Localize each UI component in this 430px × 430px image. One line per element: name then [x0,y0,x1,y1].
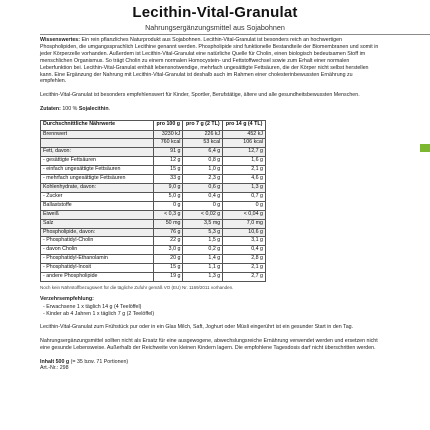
reference-note: Noch kein Nährstoffbezugswert für die tägliche Zufuhr gemäß VO (EU) Nr. 1169/2011 vorhanden. [40,284,234,290]
nutrient-value: 3,5 mg [183,219,223,228]
table-row [41,130,266,139]
nutrient-value: 19 g [154,273,183,282]
recommendation-paragraph: Lecithin-Vital-Granulat ist besonders empfehlenswert für Kinder, Sportler, Berufstätige, ältere und alle gesundheitsbewussten Menschen. [40,92,360,99]
table-row [41,148,266,157]
nutrient-label [41,139,154,148]
nutrient-value: 10,6 g [223,228,266,237]
table-row [41,139,266,148]
header-nutrient: Durchschnittliche Nährwerte [41,121,154,130]
nutrient-value: 76 g [154,228,183,237]
nutrient-value: 12 g [154,157,183,166]
table-row [41,219,266,228]
header-per-14g: pro 14 g (4 TL) [223,121,266,130]
table-row [41,192,266,201]
warning-paragraph: Nahrungsergänzungsmittel sollten nicht als Ersatz für eine ausgewogene, abwechslungsreiche Ernährung verwendet werden und ersetzen nicht eine gesunde Lebensweise. Außerhalb der Reichweite von kleinen Kindern lagern. Die empfohlene Tagesdosis darf nicht überschritten werden. [40,337,378,351]
dosage-label [40,296,380,303]
nutrient-value: 2,3 g [183,175,223,184]
nutrient-value: 0,7 g [223,192,266,201]
nutrient-value: 1,1 g [183,264,223,273]
nutrient-value: 106 kcal [223,139,266,148]
nutrient-value: 50 mg [154,219,183,228]
nutrient-value: < 0,3 g [154,210,183,219]
nutrient-value: 15 g [154,264,183,273]
ingredients-allergen: Sojalecithin [78,106,109,113]
product-subtitle: Nahrungsergänzungsmittel aus Sojabohnen [145,23,285,32]
nutrient-value: 0,6 g [183,183,223,192]
ingredients-paragraph [40,106,380,113]
nutrient-value: 1,4 g [183,255,223,264]
nutrient-value: 0 g [154,201,183,210]
nutrient-value: 1,3 g [223,183,266,192]
nutrition-table [40,120,266,282]
intro-text: Ein rein pflanzliches Naturprodukt aus Sojabohnen. Lecithin-Vital-Granulat ist besonders reich an hochwertigen Phospholipiden, die umgangssprachlich Lecithine genannt werden. Phospholipide sind funktionelle Bestandteile der Biomembranen und somit in jeder Körperzelle vorhanden. Außerdem ist Lecithin-Vital-Granulat eine natürliche Quelle für Cholin, einen biologisch bedeutsamen Stoff im menschlichen Organismus. So trägt Cholin zu einem normalen Homocystein- und Fettstoffwechsel sowie zum Erhalt einer normalen Leberfunktion bei. Lecithin-Vital-Granulat enthält lebensnotwendige, mehrfach ungesättigte Fettsäuren, die der Körper nicht selbst herstellen kann. Eine Ergänzung der Nahrung mit Lecithin-Vital-Granulat ist deshalb auch im Rahmen einer cholesterinbewussten Ernährung zu empfehlen. [40,37,379,85]
accent-bar [420,144,430,152]
nutrient-label: Fett, davon: [41,148,154,157]
nutrient-value: 15 g [154,166,183,175]
dosage-heading: Verzehrsempfehlung: [40,295,94,302]
nutrient-value: 0,4 g [183,192,223,201]
nutrient-value: 12,7 g [223,148,266,157]
nutrient-label: - gesättigte Fettsäuren [41,157,154,166]
nutrient-value: 91 g [154,148,183,157]
article-number: Art.-Nr.: 298 [40,365,69,372]
ingredients-label: Zutaten: [40,106,61,113]
nutrient-value: 4,6 g [223,175,266,184]
nutrient-value: 0,8 g [183,157,223,166]
table-row [41,246,266,255]
nutrient-value: 5,3 g [183,228,223,237]
content-paragraph [40,359,380,373]
nutrient-value: 0,4 g [223,246,266,255]
nutrient-value: < 0,02 g [183,210,223,219]
nutrient-value: 0 g [223,201,266,210]
table-row [41,201,266,210]
nutrient-label: - Zucker [41,192,154,201]
nutrient-value: 33 g [154,175,183,184]
nutrient-value: 5,0 g [154,192,183,201]
list-item: - Kinder ab 4 Jahren 1 x täglich 7 g (2 Teelöffel) [43,310,155,317]
nutrient-label: Ballaststoffe [41,201,154,210]
nutrient-value: 3230 kJ [154,130,183,139]
nutrient-value: 2,1 g [223,264,266,273]
nutrient-label: - mehrfach ungesättigte Fettsäuren [41,175,154,184]
table-row [41,255,266,264]
header-per-100g: pro 100 g [154,121,183,130]
table-row [41,157,266,166]
table-row [41,166,266,175]
nutrition-table-body [41,130,266,281]
nutrient-value: 9,0 g [154,183,183,192]
nutrient-value: 7,0 mg [223,219,266,228]
nutrient-value: < 0,04 g [223,210,266,219]
nutrient-label: Eiweiß [41,210,154,219]
content-portions: (= 35 bzw. 71 Portionen) [69,358,129,365]
nutrient-value: 3,1 g [223,237,266,246]
table-row [41,183,266,192]
nutrient-value: 2,1 g [223,166,266,175]
nutrient-label: - davon Cholin [41,246,154,255]
nutrient-value: 22 g [154,237,183,246]
header-per-7g: pro 7 g (2 TL) [183,121,223,130]
nutrient-value: 0,2 g [183,246,223,255]
table-row [41,264,266,273]
ingredients-text: 100 % [60,106,79,113]
nutrient-label: - Phosphatidyl-Inosit [41,264,154,273]
intro-label: Wissenswertes: [40,37,80,43]
table-row [41,273,266,282]
table-row [41,228,266,237]
table-row [41,175,266,184]
list-item: - Erwachsene 1 x täglich 14 g (4 Teelöffel) [43,303,142,310]
nutrient-label: Brennwert [41,130,154,139]
nutrient-label: Salz [41,219,154,228]
nutrient-label: Phospholipide, davon: [41,228,154,237]
nutrient-label: Kohlenhydrate, davon: [41,183,154,192]
nutrient-value: 53 kcal [183,139,223,148]
nutrient-value: 452 kJ [223,130,266,139]
nutrient-value: 20 g [154,255,183,264]
intro-paragraph [40,37,380,85]
nutrient-label: - Phosphatidyl-Cholin [41,237,154,246]
dosage-list [40,304,380,318]
ingredients-end: . [108,106,111,113]
nutrient-label: - andere Phospholipide [41,273,154,282]
usage-paragraph: Lecithin-Vital-Granulat zum Frühstück pur oder in ein Glas Milch, Saft, Joghurt oder Müsli eingerührt ist ein gesunder Start in den Tag. [40,323,354,330]
product-title: Lecithin-Vital-Granulat [132,4,298,21]
nutrient-value: 760 kcal [154,139,183,148]
nutrient-value: 6,4 g [183,148,223,157]
content-label: Inhalt 500 g [40,358,70,365]
nutrient-value: 1,6 g [223,157,266,166]
nutrient-value: 0 g [183,201,223,210]
table-row [41,237,266,246]
nutrient-value: 3,0 g [154,246,183,255]
table-row [41,210,266,219]
nutrient-value: 1,0 g [183,166,223,175]
nutrient-label: - einfach ungesättigte Fettsäuren [41,166,154,175]
nutrient-value: 1,3 g [183,273,223,282]
nutrient-label: - Phosphatidyl-Ethanolamin [41,255,154,264]
nutrient-value: 1,5 g [183,237,223,246]
header-divider [40,34,430,35]
nutrient-value: 226 kJ [183,130,223,139]
content-column [40,37,380,372]
nutrition-table-header [41,121,266,130]
nutrient-value: 2,8 g [223,255,266,264]
nutrient-value: 2,7 g [223,273,266,282]
